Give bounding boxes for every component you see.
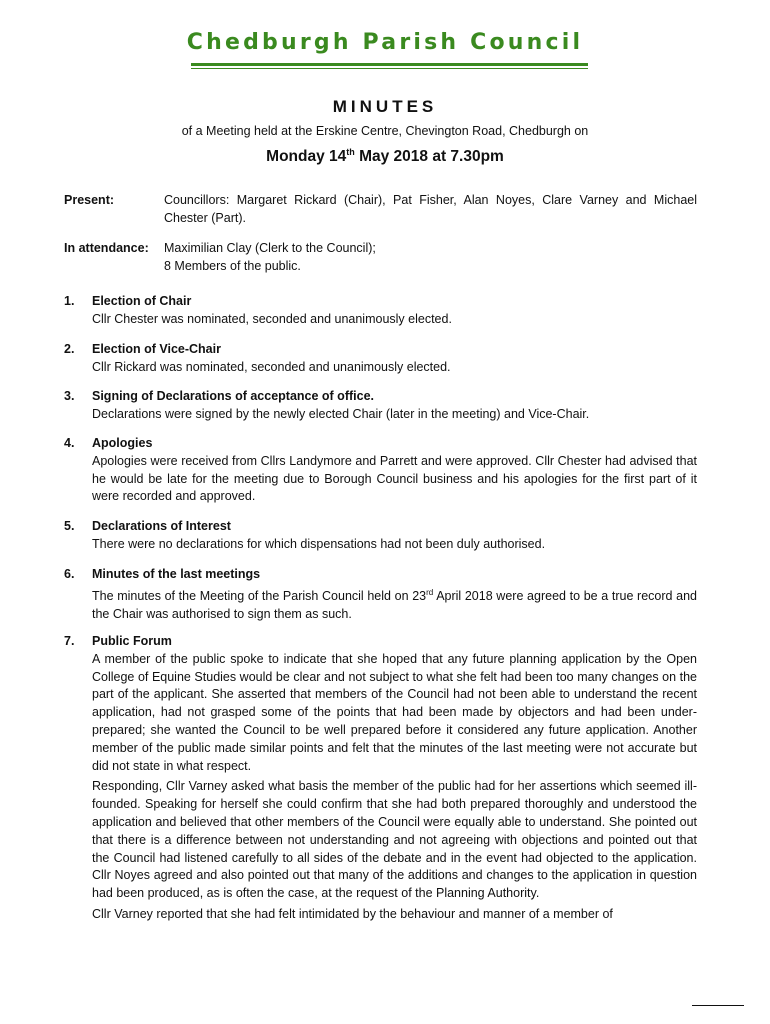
item-text: Cllr Chester was nominated, seconded and unanimously elected. bbox=[92, 311, 452, 326]
attendance-label: In attendance: bbox=[64, 241, 149, 255]
item-text bbox=[92, 584, 697, 624]
agenda-item-6 bbox=[64, 566, 697, 624]
item-paragraph-1: A member of the public spoke to indicate that she hoped that any future planning application by the Open College of Equine Studies would be clear and not subject to what she felt had been too many changes on the part of the applicant. She asserted that members of the Council had not been able to understand the recent application, had not grasped some of the points that had been made by objectors and had been under-prepared; she wanted the Council to be well prepared before it considered any future application. Another member of the public made similar points and felt that the minutes of the last meeting were not accurate but did not state in what respect. bbox=[92, 651, 697, 773]
initials-line bbox=[692, 1005, 744, 1006]
item-text: Apologies were received from Cllrs Landymore and Parrett and were approved. Cllr Chester had advised that he would be late for the meeting due to Borough Council business and his apologies for the first part of it were recorded and approved. bbox=[92, 453, 697, 504]
item-number: 3. bbox=[64, 389, 75, 403]
attendance-line-2: 8 Members of the public. bbox=[164, 258, 301, 273]
meeting-date bbox=[0, 147, 770, 166]
ordinal-suffix: rd bbox=[426, 587, 434, 597]
meeting-date-day: Monday 14 bbox=[266, 148, 347, 166]
item-number: 4. bbox=[64, 436, 75, 450]
agenda-item-1 bbox=[64, 293, 697, 329]
attendance-list bbox=[164, 240, 697, 275]
item-heading: Minutes of the last meetings bbox=[92, 567, 261, 581]
item-paragraph-2: Responding, Cllr Varney asked what basis the member of the public had for her assertions which seemed ill-founded. Speaking for herself she could confirm that she had both prepared thoroughly and understood the application and believed that other members of the Council were equally able to understand. She pointed out that there is a difference between not understanding and not agreeing with objections and pointed out that the Council had listened carefully to all sides of the debate and in the event had objected to the application. Cllr Noyes agreed and also pointed out that many of the additions and changes to the application in question had been produced, as is often the case, at the request of the Planning Authority. bbox=[92, 779, 697, 901]
document-title: MINUTES bbox=[332, 97, 438, 116]
agenda-item-3 bbox=[64, 388, 697, 424]
attendance-line-1: Maximilian Clay (Clerk to the Council); bbox=[164, 241, 376, 255]
present-row bbox=[64, 192, 697, 227]
meeting-location: of a Meeting held at the Erskine Centre, Chevington Road, Chedburgh on bbox=[181, 124, 589, 138]
agenda-item-2 bbox=[64, 341, 697, 377]
item-heading: Public Forum bbox=[92, 634, 172, 648]
item-text-part: The minutes of the Meeting of the Parish Council held on 23 bbox=[92, 588, 427, 603]
title-rule-thin bbox=[191, 68, 588, 69]
item-heading: Apologies bbox=[92, 436, 153, 450]
item-text-part: April 2018 were agreed to be a true record and the Chair was authorised to sign them as such. bbox=[92, 588, 697, 621]
item-number: 1. bbox=[64, 294, 75, 308]
item-heading: Election of Vice-Chair bbox=[92, 342, 221, 356]
item-number: 7. bbox=[64, 634, 75, 648]
item-number: 5. bbox=[64, 519, 75, 533]
meeting-date-rest: May 2018 at 7.30pm bbox=[354, 148, 504, 166]
item-text: Cllr Rickard was nominated, seconded and unanimously elected. bbox=[92, 359, 451, 374]
present-label: Present: bbox=[64, 193, 115, 207]
item-number: 2. bbox=[64, 342, 75, 356]
agenda-item-7 bbox=[64, 633, 697, 924]
meeting-date-suffix: th bbox=[346, 147, 355, 157]
title-rule-thick bbox=[191, 63, 588, 66]
item-text: Declarations were signed by the newly elected Chair (later in the meeting) and Vice-Chair. bbox=[92, 406, 590, 421]
item-number: 6. bbox=[64, 567, 75, 581]
present-list: Councillors: Margaret Rickard (Chair), Pat Fisher, Alan Noyes, Clare Varney and Michael Chester (Part). bbox=[164, 193, 697, 225]
council-name: Chedburgh Parish Council bbox=[186, 30, 584, 55]
item-heading: Signing of Declarations of acceptance of office. bbox=[92, 389, 374, 403]
item-heading: Election of Chair bbox=[92, 294, 192, 308]
agenda-item-5 bbox=[64, 518, 697, 554]
item-text: There were no declarations for which dispensations had not been duly authorised. bbox=[92, 536, 546, 551]
item-heading: Declarations of Interest bbox=[92, 519, 231, 533]
agenda-item-4 bbox=[64, 435, 697, 506]
item-paragraph-3: Cllr Varney reported that she had felt intimidated by the behaviour and manner of a member of bbox=[92, 906, 613, 921]
attendance-row bbox=[64, 240, 697, 275]
